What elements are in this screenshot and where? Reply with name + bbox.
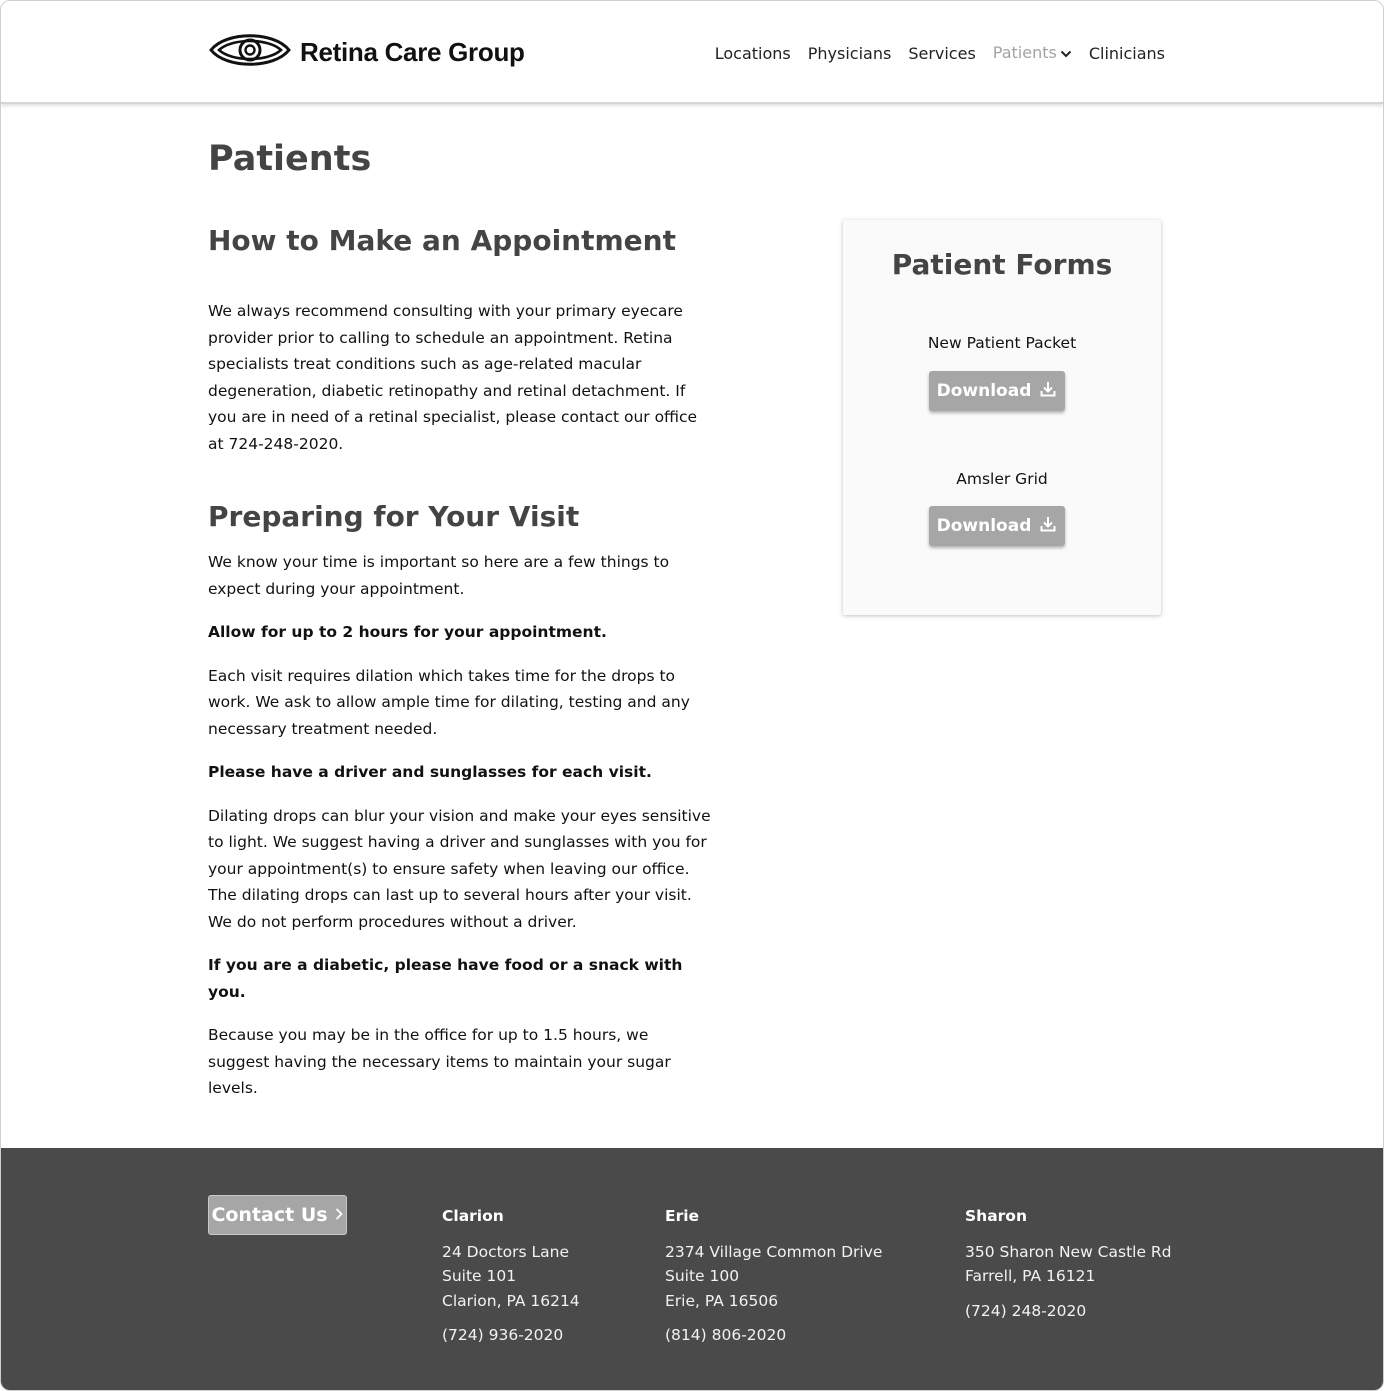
- form-label-amsler-grid: Amsler Grid: [956, 470, 1048, 488]
- tip-body: Each visit requires dilation which takes time for the drops to work. We ask to allow ample time for dilating, testing and any necessary treatment needed.: [208, 666, 690, 738]
- download-label: Download: [936, 381, 1032, 401]
- address-line: Suite 101: [442, 1267, 517, 1285]
- nav-locations[interactable]: Locations: [714, 43, 791, 63]
- visit-heading: Preparing for Your Visit: [208, 500, 580, 533]
- tip-body: Dilating drops can blur your vision and make your eyes sensitive to light. We suggest having a driver and sunglasses with you for your appointment(s) to ensure safety when leaving our office. The dilating drops can last up to several hours after your visit. We do not perform procedures without a driver.: [208, 806, 711, 931]
- address-line: 24 Doctors Lane: [442, 1242, 570, 1261]
- site-header: [1, 1, 1383, 104]
- tip-title: If you are a diabetic, please have food or a snack with you.: [208, 956, 683, 1001]
- tip-title: Please have a driver and sunglasses for each visit.: [208, 763, 652, 781]
- address-line: Farrell, PA 16121: [965, 1267, 1096, 1285]
- location-sharon: [965, 1204, 1172, 1323]
- contact-us-button[interactable]: [208, 1195, 347, 1235]
- location-phone[interactable]: (724) 248-2020: [965, 1301, 1087, 1320]
- location-name: Sharon: [965, 1207, 1027, 1225]
- nav-patients-label: Patients: [992, 43, 1057, 62]
- chevron-right-icon: [334, 1204, 344, 1226]
- page-title: Patients: [208, 139, 372, 179]
- download-icon: [1039, 380, 1057, 403]
- patient-forms-card: [843, 220, 1161, 615]
- address-line: 2374 Village Common Drive: [665, 1242, 883, 1261]
- eye-logo-icon: [208, 28, 292, 76]
- address-line: 350 Sharon New Castle Rd: [965, 1242, 1172, 1261]
- logo[interactable]: [208, 29, 525, 75]
- download-label: Download: [936, 516, 1032, 536]
- chevron-down-icon: [1060, 44, 1072, 63]
- main-nav: [698, 43, 1165, 63]
- address-line: Suite 100: [665, 1267, 740, 1285]
- nav-patients[interactable]: [993, 43, 1072, 63]
- appointment-heading: How to Make an Appointment: [208, 224, 676, 257]
- download-amsler-grid-button[interactable]: [929, 506, 1065, 546]
- appointment-body: We always recommend consulting with your primary eyecare provider prior to calling to schedule an appointment. Retina specialists treat conditions such as age-related macular degeneration, diabetic retinopathy and retinal detachment. If you are in need of a retinal specialist, please contact our office at 724-248-2020.: [208, 302, 698, 453]
- nav-services[interactable]: Services: [908, 43, 976, 63]
- nav-clinicians[interactable]: Clinicians: [1088, 43, 1165, 63]
- contact-us-label: Contact Us: [211, 1204, 328, 1226]
- patient-forms-title: Patient Forms: [891, 248, 1113, 281]
- form-label-new-patient: New Patient Packet: [927, 334, 1077, 352]
- download-icon: [1039, 515, 1057, 538]
- tip-title: Allow for up to 2 hours for your appointment.: [208, 623, 607, 641]
- logo-text: Retina Care Group: [300, 36, 525, 67]
- location-phone[interactable]: (724) 936-2020: [442, 1326, 564, 1344]
- location-name: Clarion: [442, 1207, 504, 1225]
- download-new-patient-button[interactable]: [929, 371, 1065, 411]
- location-clarion: [442, 1204, 580, 1348]
- nav-physicians[interactable]: Physicians: [807, 43, 892, 63]
- address-line: Clarion, PA 16214: [442, 1291, 580, 1310]
- location-name: Erie: [665, 1207, 700, 1225]
- location-phone[interactable]: (814) 806-2020: [665, 1326, 787, 1344]
- location-erie: [665, 1204, 882, 1348]
- visit-intro: We know your time is important so here are a few things to expect during your appointment.: [208, 553, 670, 598]
- address-line: Erie, PA 16506: [665, 1291, 779, 1310]
- site-footer: [1, 1148, 1383, 1391]
- tip-body: Because you may be in the office for up to 1.5 hours, we suggest having the necessary items to maintain your sugar levels.: [208, 1026, 671, 1097]
- main-content: [208, 221, 713, 1102]
